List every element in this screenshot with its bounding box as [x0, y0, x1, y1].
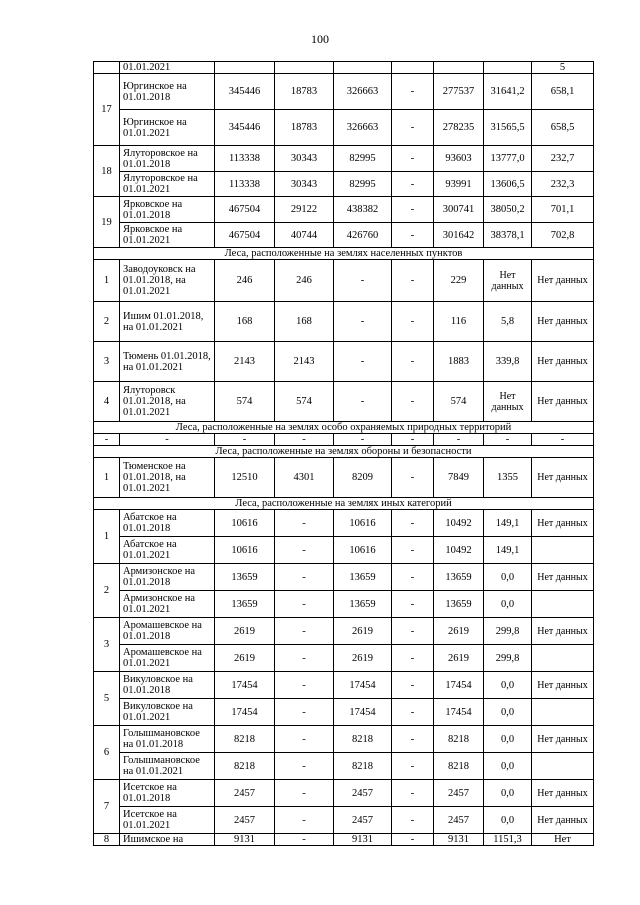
value-cell: -	[275, 510, 334, 537]
number-cell: 5	[94, 672, 120, 726]
table-row	[94, 672, 594, 699]
value-cell: 17454	[334, 672, 392, 699]
value-cell: -	[392, 197, 434, 223]
value-cell: 2619	[334, 618, 392, 645]
value-cell: 13659	[434, 591, 484, 618]
table-row	[94, 618, 594, 645]
value-cell: 0,0	[484, 726, 532, 753]
name-cell: Викуловское на 01.01.2018	[120, 672, 215, 699]
value-cell: 93603	[434, 146, 484, 172]
value-cell: 10616	[334, 537, 392, 564]
value-cell: 17454	[215, 672, 275, 699]
name-cell: Исетское на 01.01.2018	[120, 780, 215, 807]
value-cell: 10492	[434, 510, 484, 537]
value-cell: 82995	[334, 146, 392, 172]
section-header-row	[94, 248, 594, 260]
page-number: 100	[311, 32, 329, 46]
value-cell: -	[392, 699, 434, 726]
value-cell: 113338	[215, 146, 275, 172]
value-cell: -	[334, 434, 392, 446]
value-cell: 8218	[434, 753, 484, 780]
value-cell: Нет данных	[532, 672, 594, 699]
value-cell: 2457	[215, 807, 275, 834]
section-header: Леса, расположенные на землях населенных пунктов	[94, 248, 594, 260]
value-cell: Нет данных	[532, 342, 594, 382]
value-cell: -	[392, 807, 434, 834]
value-cell: Нет данных	[532, 618, 594, 645]
value-cell: 658,5	[532, 110, 594, 146]
name-cell: Голышмановское на 01.01.2021	[120, 753, 215, 780]
value-cell: 17454	[215, 699, 275, 726]
value-cell: -	[392, 260, 434, 302]
name-cell: 01.01.2021	[120, 62, 215, 74]
number-cell: 1	[94, 260, 120, 302]
value-cell	[532, 537, 594, 564]
table-row	[94, 564, 594, 591]
value-cell: 4301	[275, 458, 334, 498]
value-cell: -	[532, 434, 594, 446]
name-cell: Викуловское на 01.01.2021	[120, 699, 215, 726]
value-cell: 168	[275, 302, 334, 342]
number-cell: 2	[94, 302, 120, 342]
table-row	[94, 197, 594, 223]
value-cell: -	[392, 537, 434, 564]
name-cell: Абатское на 01.01.2018	[120, 510, 215, 537]
value-cell: -	[392, 172, 434, 197]
value-cell: -	[434, 434, 484, 446]
value-cell: -	[275, 672, 334, 699]
value-cell: 8218	[215, 753, 275, 780]
value-cell: 2619	[215, 618, 275, 645]
name-cell: Аромашевское на 01.01.2018	[120, 618, 215, 645]
number-cell: 4	[94, 382, 120, 422]
name-cell: Армизонское на 01.01.2018	[120, 564, 215, 591]
value-cell: 31641,2	[484, 74, 532, 110]
number-cell: 3	[94, 342, 120, 382]
value-cell	[215, 62, 275, 74]
value-cell: 467504	[215, 223, 275, 248]
value-cell: 574	[215, 382, 275, 422]
number-cell: 19	[94, 197, 120, 248]
table-row	[94, 342, 594, 382]
value-cell: -	[275, 807, 334, 834]
forest-table	[93, 61, 594, 846]
table-row	[94, 382, 594, 422]
name-cell: Ялуторовское на 01.01.2021	[120, 172, 215, 197]
value-cell: 2619	[334, 645, 392, 672]
name-cell: Исетское на 01.01.2021	[120, 807, 215, 834]
section-header: Леса, расположенные на землях особо охраняемых природных территорий	[94, 422, 594, 434]
value-cell: 13606,5	[484, 172, 532, 197]
value-cell: 10616	[215, 510, 275, 537]
value-cell: 299,8	[484, 618, 532, 645]
value-cell: -	[275, 591, 334, 618]
value-cell: -	[392, 458, 434, 498]
value-cell: 246	[275, 260, 334, 302]
section-header-row	[94, 446, 594, 458]
value-cell: -	[275, 726, 334, 753]
value-cell: -	[275, 834, 334, 846]
value-cell: -	[392, 223, 434, 248]
value-cell: 232,3	[532, 172, 594, 197]
value-cell: Нет данных	[532, 260, 594, 302]
value-cell: Нет данных	[532, 510, 594, 537]
table-row	[94, 74, 594, 110]
value-cell	[392, 62, 434, 74]
value-cell: -	[392, 591, 434, 618]
value-cell	[532, 699, 594, 726]
value-cell: 13777,0	[484, 146, 532, 172]
value-cell: -	[334, 382, 392, 422]
name-cell: Ялуторовск 01.01.2018, на 01.01.2021	[120, 382, 215, 422]
number-cell: 7	[94, 780, 120, 834]
table-row	[94, 699, 594, 726]
value-cell: 38378,1	[484, 223, 532, 248]
value-cell	[532, 645, 594, 672]
value-cell: 29122	[275, 197, 334, 223]
table-row	[94, 302, 594, 342]
number-cell: 2	[94, 564, 120, 618]
value-cell: 345446	[215, 110, 275, 146]
value-cell: 18783	[275, 74, 334, 110]
value-cell: -	[392, 146, 434, 172]
value-cell: -	[275, 753, 334, 780]
value-cell: 0,0	[484, 753, 532, 780]
value-cell: 0,0	[484, 699, 532, 726]
value-cell: Нет	[532, 834, 594, 846]
value-cell: 574	[275, 382, 334, 422]
value-cell: 149,1	[484, 510, 532, 537]
value-cell: 1151,3	[484, 834, 532, 846]
value-cell: 2619	[434, 645, 484, 672]
value-cell: 2457	[434, 780, 484, 807]
value-cell: -	[94, 434, 120, 446]
table-row	[94, 223, 594, 248]
value-cell: 17454	[434, 672, 484, 699]
value-cell: 18783	[275, 110, 334, 146]
name-cell: Юргинское на 01.01.2021	[120, 110, 215, 146]
value-cell: -	[392, 618, 434, 645]
value-cell: 2619	[215, 645, 275, 672]
value-cell: 0,0	[484, 591, 532, 618]
value-cell: 7849	[434, 458, 484, 498]
value-cell: 149,1	[484, 537, 532, 564]
value-cell	[484, 62, 532, 74]
value-cell	[532, 753, 594, 780]
value-cell	[275, 62, 334, 74]
value-cell: 299,8	[484, 645, 532, 672]
number-cell: 6	[94, 726, 120, 780]
value-cell: Нет данных	[532, 382, 594, 422]
table-row-last	[94, 834, 594, 846]
value-cell	[334, 62, 392, 74]
value-cell: 30343	[275, 146, 334, 172]
dash-row	[94, 434, 594, 446]
value-cell: -	[392, 510, 434, 537]
value-cell: 12510	[215, 458, 275, 498]
name-cell: Армизонское на 01.01.2021	[120, 591, 215, 618]
value-cell: 426760	[334, 223, 392, 248]
value-cell: 326663	[334, 74, 392, 110]
value-cell: -	[392, 434, 434, 446]
value-cell: 13659	[334, 591, 392, 618]
table-row	[94, 172, 594, 197]
value-cell: 229	[434, 260, 484, 302]
value-cell: 2457	[334, 807, 392, 834]
table-row	[94, 510, 594, 537]
table-row	[94, 807, 594, 834]
number-cell: 8	[94, 834, 120, 846]
value-cell: -	[392, 672, 434, 699]
value-cell: 8218	[334, 726, 392, 753]
value-cell: 2143	[215, 342, 275, 382]
value-cell	[532, 591, 594, 618]
value-cell	[434, 62, 484, 74]
number-cell: 3	[94, 618, 120, 672]
section-header-row	[94, 498, 594, 510]
value-cell: 345446	[215, 74, 275, 110]
value-cell: -	[275, 537, 334, 564]
section-header-row	[94, 422, 594, 434]
value-cell: 2457	[434, 807, 484, 834]
value-cell: Нет данных	[532, 564, 594, 591]
value-cell: Нет данных	[484, 382, 532, 422]
value-cell: -	[392, 726, 434, 753]
value-cell: -	[275, 780, 334, 807]
table-row-continuation	[94, 62, 594, 74]
section-header: Леса, расположенные на землях обороны и безопасности	[94, 446, 594, 458]
table-row	[94, 146, 594, 172]
value-cell: -	[120, 434, 215, 446]
value-cell: -	[275, 434, 334, 446]
value-cell: -	[392, 382, 434, 422]
value-cell: -	[215, 434, 275, 446]
value-cell: Нет данных	[532, 458, 594, 498]
value-cell: -	[392, 564, 434, 591]
value-cell: -	[275, 618, 334, 645]
value-cell: 301642	[434, 223, 484, 248]
value-cell: 13659	[215, 591, 275, 618]
value-cell: 246	[215, 260, 275, 302]
value-cell: 0,0	[484, 672, 532, 699]
name-cell: Аромашевское на 01.01.2021	[120, 645, 215, 672]
name-cell: Голышмановское на 01.01.2018	[120, 726, 215, 753]
value-cell: -	[275, 645, 334, 672]
value-cell: 300741	[434, 197, 484, 223]
value-cell: Нет данных	[532, 726, 594, 753]
value-cell: 2457	[215, 780, 275, 807]
value-cell: 17454	[334, 699, 392, 726]
value-cell: 2619	[434, 618, 484, 645]
value-cell: Нет данных	[484, 260, 532, 302]
table-row	[94, 591, 594, 618]
value-cell: 10616	[334, 510, 392, 537]
number-cell: 17	[94, 74, 120, 146]
value-cell: 13659	[434, 564, 484, 591]
value-cell: -	[275, 564, 334, 591]
value-cell: 17454	[434, 699, 484, 726]
value-cell: -	[392, 780, 434, 807]
section-header: Леса, расположенные на землях иных категорий	[94, 498, 594, 510]
value-cell: 13659	[215, 564, 275, 591]
table-row	[94, 458, 594, 498]
value-cell: -	[484, 434, 532, 446]
value-cell: 5	[532, 62, 594, 74]
value-cell: Нет данных	[532, 302, 594, 342]
value-cell: -	[392, 110, 434, 146]
value-cell: 2143	[275, 342, 334, 382]
value-cell: 31565,5	[484, 110, 532, 146]
value-cell: 10616	[215, 537, 275, 564]
value-cell: 326663	[334, 110, 392, 146]
value-cell: 438382	[334, 197, 392, 223]
name-cell: Ярковское на 01.01.2018	[120, 197, 215, 223]
value-cell: 1355	[484, 458, 532, 498]
value-cell: 168	[215, 302, 275, 342]
value-cell: 8209	[334, 458, 392, 498]
value-cell: 10492	[434, 537, 484, 564]
value-cell: -	[392, 342, 434, 382]
name-cell: Заводоуковск на 01.01.2018, на 01.01.2021	[120, 260, 215, 302]
value-cell: 0,0	[484, 780, 532, 807]
value-cell: 278235	[434, 110, 484, 146]
value-cell: -	[392, 834, 434, 846]
value-cell: 658,1	[532, 74, 594, 110]
table-row	[94, 110, 594, 146]
name-cell: Абатское на 01.01.2021	[120, 537, 215, 564]
name-cell: Ялуторовское на 01.01.2018	[120, 146, 215, 172]
value-cell: -	[392, 302, 434, 342]
value-cell: 232,7	[532, 146, 594, 172]
table-row	[94, 537, 594, 564]
value-cell: 116	[434, 302, 484, 342]
number-cell: 18	[94, 146, 120, 197]
value-cell: -	[392, 74, 434, 110]
table-body	[94, 62, 594, 846]
value-cell: 702,8	[532, 223, 594, 248]
number-cell: 1	[94, 458, 120, 498]
value-cell: 40744	[275, 223, 334, 248]
value-cell: 339,8	[484, 342, 532, 382]
value-cell: 13659	[334, 564, 392, 591]
table-row	[94, 260, 594, 302]
table-row	[94, 780, 594, 807]
name-cell: Ярковское на 01.01.2021	[120, 223, 215, 248]
value-cell: -	[392, 753, 434, 780]
table-row	[94, 753, 594, 780]
value-cell: 2457	[334, 780, 392, 807]
value-cell: -	[392, 645, 434, 672]
value-cell: 9131	[334, 834, 392, 846]
value-cell: 9131	[215, 834, 275, 846]
value-cell: -	[334, 260, 392, 302]
value-cell: 8218	[434, 726, 484, 753]
name-cell: Тюменское на 01.01.2018, на 01.01.2021	[120, 458, 215, 498]
name-cell: Тюмень 01.01.2018, на 01.01.2021	[120, 342, 215, 382]
value-cell: 30343	[275, 172, 334, 197]
value-cell: Нет данных	[532, 780, 594, 807]
value-cell: 701,1	[532, 197, 594, 223]
value-cell: 0,0	[484, 807, 532, 834]
value-cell: 113338	[215, 172, 275, 197]
table-row	[94, 645, 594, 672]
value-cell: 82995	[334, 172, 392, 197]
value-cell: 467504	[215, 197, 275, 223]
value-cell: 8218	[215, 726, 275, 753]
value-cell: -	[334, 302, 392, 342]
value-cell: 38050,2	[484, 197, 532, 223]
value-cell: 5,8	[484, 302, 532, 342]
value-cell: -	[334, 342, 392, 382]
value-cell: 574	[434, 382, 484, 422]
value-cell: 1883	[434, 342, 484, 382]
name-cell: Ишимское на	[120, 834, 215, 846]
value-cell: 9131	[434, 834, 484, 846]
number-cell	[94, 62, 120, 74]
value-cell: 0,0	[484, 564, 532, 591]
value-cell: 8218	[334, 753, 392, 780]
value-cell: 93991	[434, 172, 484, 197]
name-cell: Ишим 01.01.2018, на 01.01.2021	[120, 302, 215, 342]
value-cell: -	[275, 699, 334, 726]
value-cell: 277537	[434, 74, 484, 110]
name-cell: Юргинское на 01.01.2018	[120, 74, 215, 110]
number-cell: 1	[94, 510, 120, 564]
table-row	[94, 726, 594, 753]
value-cell: Нет данных	[532, 807, 594, 834]
